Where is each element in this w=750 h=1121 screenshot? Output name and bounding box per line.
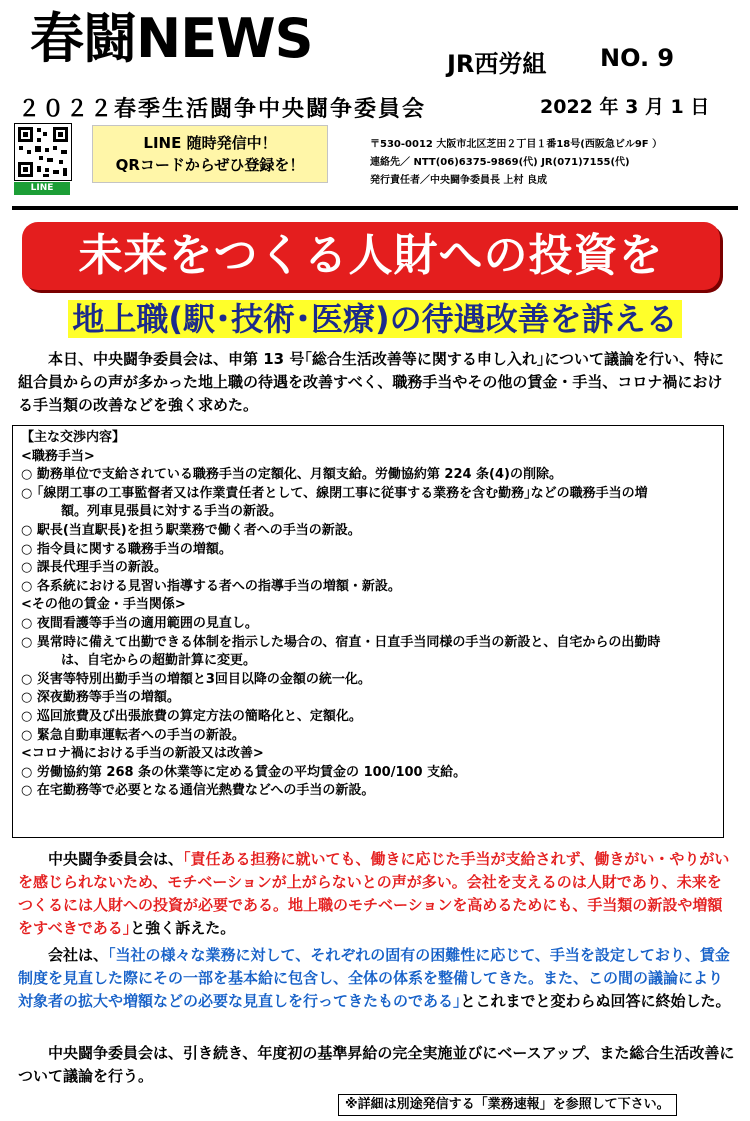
publish-date: 2022 年 3 月 1 日 (540, 96, 710, 118)
response-tail: とこれまでと変わらぬ回答に終始した。 (460, 992, 731, 1010)
list-item: ○ 勤務単位で支給されている職務手当の定額化、月額支給。労働協約第 224 条(4)の削除。 (21, 467, 562, 483)
list-item: ○ 夜間看護等手当の適用範囲の見直し。 (21, 615, 258, 631)
footer-note: ※詳細は別途発信する「業務速報」を参照して下さい。 (338, 1094, 677, 1116)
list-item: ○ 指令員に関する職務手当の増額。 (21, 541, 232, 557)
list-item: ○ 課長代理手当の新設。 (21, 560, 167, 576)
list-item: ○ 在宅勤務等で必要となる通信光熱費などへの手当の新設。 (21, 783, 375, 799)
list-item: ○ 深夜勤務等手当の増額。 (21, 690, 180, 706)
response-lead: 会社は、 (48, 946, 109, 964)
statement-lead: 中央闘争委員会は、 (48, 850, 184, 868)
contact-address: 〒530-0012 大阪市北区芝田２丁目１番18号(西阪急ビル9F ） (370, 139, 663, 150)
box-title: 【主な交渉内容】 (21, 430, 126, 445)
list-item: ○ ｢線閉工事の工事監督者又は作業責任者として、線閉工事に従事する業務を含む勤務｣などの職務手当の増 (21, 485, 648, 501)
closing-paragraph: 中央闘争委員会は、引き続き、年度初の基準昇給の完全実施並びにベースアップ、また総合生活改善について議論を行う。 (18, 1044, 735, 1085)
issue-number: NO. 9 (600, 44, 675, 72)
qr-code-icon[interactable] (14, 123, 72, 181)
negotiation-items-box (12, 425, 724, 838)
contact-publisher: 発行責任者／中央闘争委員長 上村 良成 (370, 175, 547, 186)
list-item: ○ 巡回旅費及び出張旅費の算定方法の簡略化と、定額化。 (21, 708, 362, 724)
line-label: LINE (14, 182, 70, 195)
header-divider (12, 206, 738, 210)
contact-info (370, 136, 662, 190)
newsletter-title: 春闘NEWS (30, 7, 313, 70)
statement-tail: と強く訴えた。 (130, 919, 236, 937)
list-item: ○ 労働協約第 268 条の休業等に定める賃金の平均賃金の 100/100 支給。 (21, 764, 467, 780)
subheadline-text: 地上職(駅･技術･医療)の待遇改善を訴える (68, 300, 681, 338)
list-item-continuation: は、自宅からの超勤計算に変更。 (61, 653, 257, 669)
list-item: ○ 駅長(当直駅長)を担う駅業務で働く者への手当の新設。 (21, 522, 361, 538)
list-item: ○ 緊急自動車運転者への手当の新設。 (21, 727, 245, 743)
list-item: ○ 各系統における見習い指導する者への指導手当の増額・新設。 (21, 578, 401, 594)
subheadline (0, 294, 750, 340)
company-response (18, 944, 736, 1013)
section-heading: <その他の賃金・手当関係> (21, 597, 186, 613)
list-item: ○ 異常時に備えて出勤できる体制を指示した場合の、宿直・日直手当同様の手当の新設と、自宅からの出勤時 (21, 634, 661, 650)
list-item-continuation: 額。列車見張員に対する手当の新設。 (61, 504, 283, 520)
union-name: JR西労組 (447, 50, 547, 78)
line-notice-line2: QRコードからぜひ登録を！ (115, 156, 305, 174)
headline-banner: 未来をつくる人財への投資を (22, 222, 720, 290)
committee-name: ２０２２春季生活闘争中央闘争委員会 (18, 97, 427, 122)
line-notice-line1: LINE 随時発信中！ (143, 134, 277, 152)
committee-statement (18, 848, 736, 940)
list-item: ○ 災害等特別出勤手当の増額と3回目以降の金額の統一化。 (21, 671, 371, 687)
company-quote: ｢当社の様々な業務に対して、それぞれの固有の困難性に応じて、手当を設定しており、賃金制度を見直した際にその一部を基本給に包含し、全体の体系を整備してきた。また、この間の議論により対象者の拡大や増額などの必要な見直しを行ってきたものである｣ (18, 946, 730, 1010)
section-heading: <職務手当> (21, 448, 95, 464)
line-notice (92, 125, 328, 183)
contact-phone: 連絡先／ NTT(06)6375-9869(代) JR(071)7155(代) (370, 157, 630, 168)
committee-quote: ｢責任ある担務に就いても、働きに応じた手当が支給されず、働きがい・やりがいを感じられないため、モチベーションが上がらないとの声が多い。会社を支えるのは人財であり、未来をつくるには人財への投資が必要である。地上職のモチベーションを高めるためにも、手当類の新設や増額をすべきである｣ (18, 850, 730, 937)
section-heading: <コロナ禍における手当の新設又は改善> (21, 746, 264, 762)
intro-paragraph: 本日、中央闘争委員会は、申第 13 号｢総合生活改善等に関する申し入れ｣について議論を行い、特に組合員からの声が多かった地上職の待遇を改善すべく、職務手当やその他の賃金・手当、コロナ禍における手当類の改善などを強く求めた。 (18, 350, 725, 414)
